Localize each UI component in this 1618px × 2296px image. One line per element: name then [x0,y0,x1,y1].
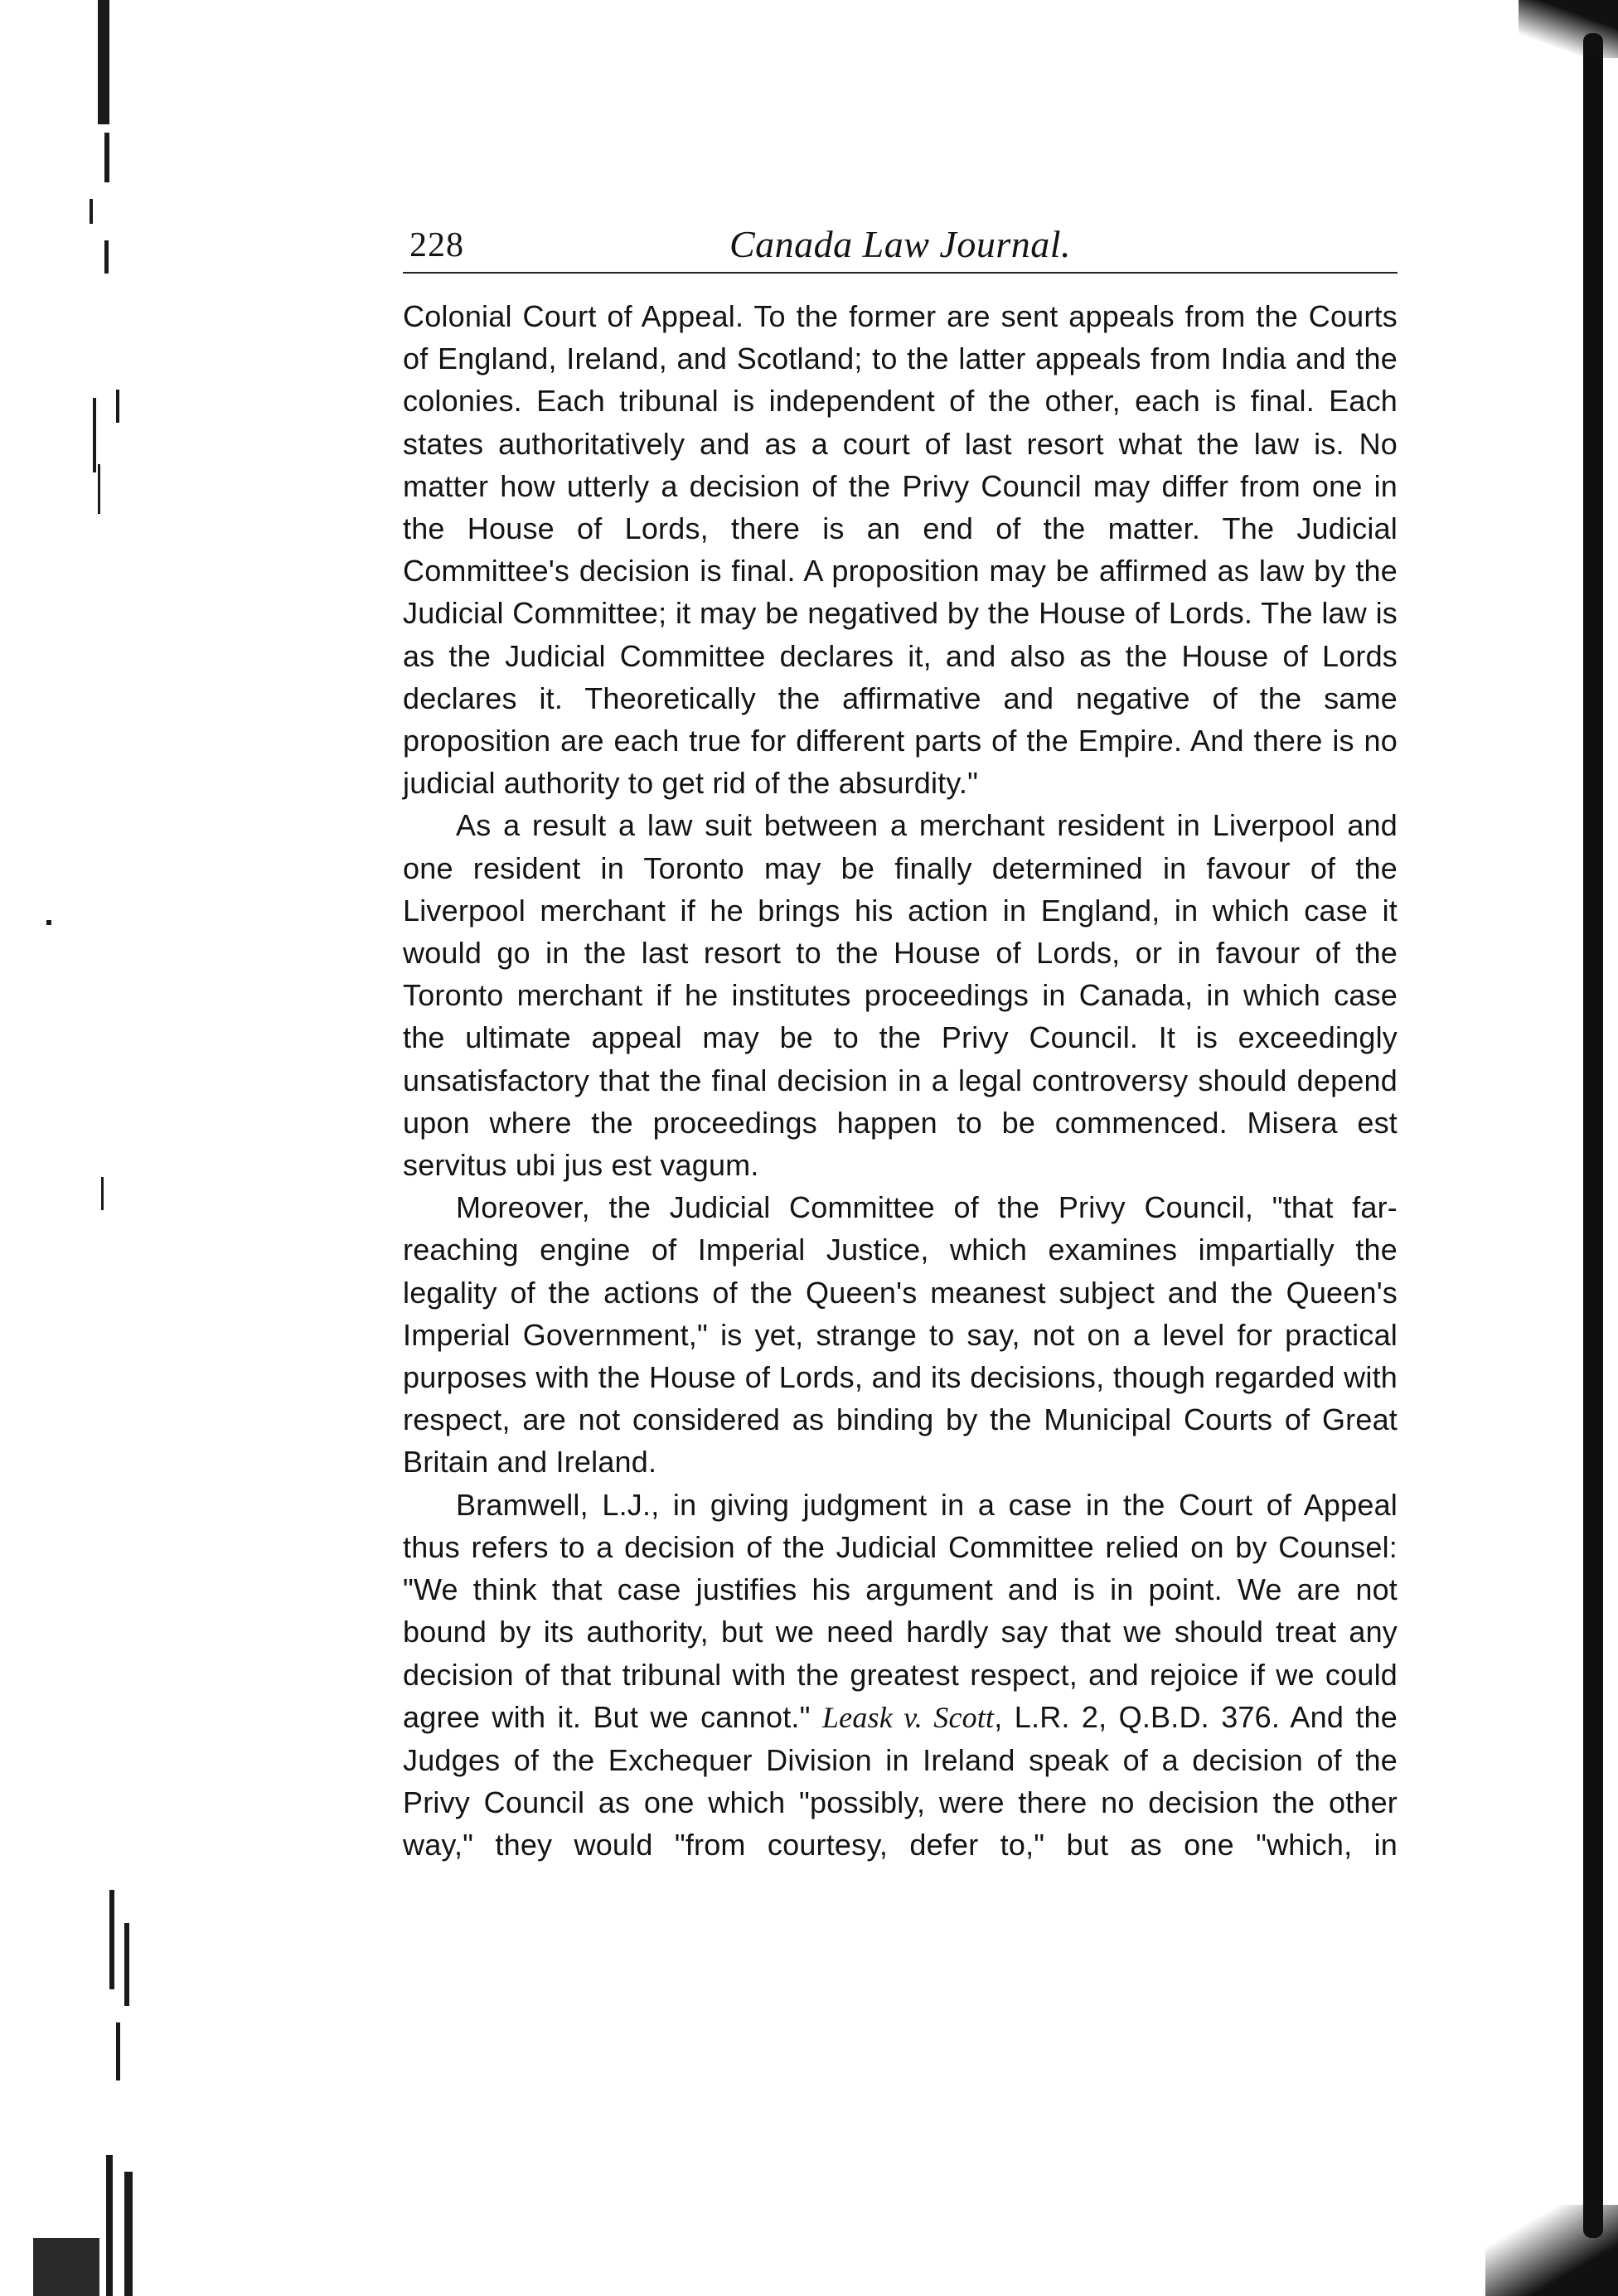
page-number: 228 [409,226,464,264]
paragraph-text: , L.R. 2, Q.B.D. 376. And the Judges of the Exchequer Division in Ireland speak of a decision of the Privy Council as one which "possibly, were there no decision the other way," they would "from courtesy, defer to," but as one "which, in [403,1699,1398,1862]
paragraph-text: As a result a law suit between a merchant resident in Liverpool and one resident in Toronto may be finally determined in favour of the Liverpool merchant if he brings his action in England, in which case it would go in the last resort to the House of Lords, or in favour of the Toronto merchant if he institutes proceedings in Canada, in which case the ultimate appeal may be to the Privy Council. It is exceedingly unsatisfactory that the final decision in a legal controversy should depend upon where the proceedings happen to be commenced. Misera est servitus ubi jus est vagum. [403,808,1398,1183]
paragraph-3 [403,1186,1398,1483]
paragraph-2 [403,804,1398,1186]
journal-page [403,217,1398,1867]
paragraph-text: Bramwell, L.J., in giving judgment in a case in the Court of Appeal thus refers to a decision of the Judicial Committee relied on by Counsel: "We think that case justifies his argument and is in point. We are not bound by its authority, but we need hardly say that we should treat any decision of that tribunal with the greatest respect, and rejoice if we could agree with it. But we cannot." [403,1487,1398,1734]
case-citation: Leask v. Scott [821,1700,995,1734]
scan-edge-left [0,0,141,2296]
journal-title: Canada Law Journal. [729,223,1072,265]
paragraph-4 [403,1484,1398,1867]
scan-corner-bottom [1485,0,1618,2296]
article-body [403,295,1398,1867]
paragraph-text: Colonial Court of Appeal. To the former are sent appeals from the Courts of England, Ireland, and Scotland; to the latter appeals from India and the colonies. Each tribunal is independent of the other, each is final. Each states authoritatively and as a court of last resort what the law is. No matter how utterly a decision of the Privy Council may differ from one in the House of Lords, there is an end of the matter. The Judicial Committee's decision is final. A proposition may be affirmed as law by the Judicial Committee; it may be negatived by the House of Lords. The law is as the Judicial Committee declares it, and also as the House of Lords declares it. Theoretically the affirmative and negative of the same proposition are each true for different parts of the Empire. And there is no judicial authority to get rid of the absurdity." [403,299,1398,801]
running-head [403,217,1398,274]
paragraph-text: Moreover, the Judicial Committee of the Privy Council, "that far-reaching engine of Imperial Justice, which examines impartially the legality of the actions of the Queen's meanest subject and the Queen's Imperial Government," is yet, strange to say, not on a level for practical purposes with the House of Lords, and its decisions, though regarded with respect, are not considered as binding by the Municipal Courts of Great Britain and Ireland. [403,1190,1398,1480]
paragraph-1 [403,295,1398,804]
